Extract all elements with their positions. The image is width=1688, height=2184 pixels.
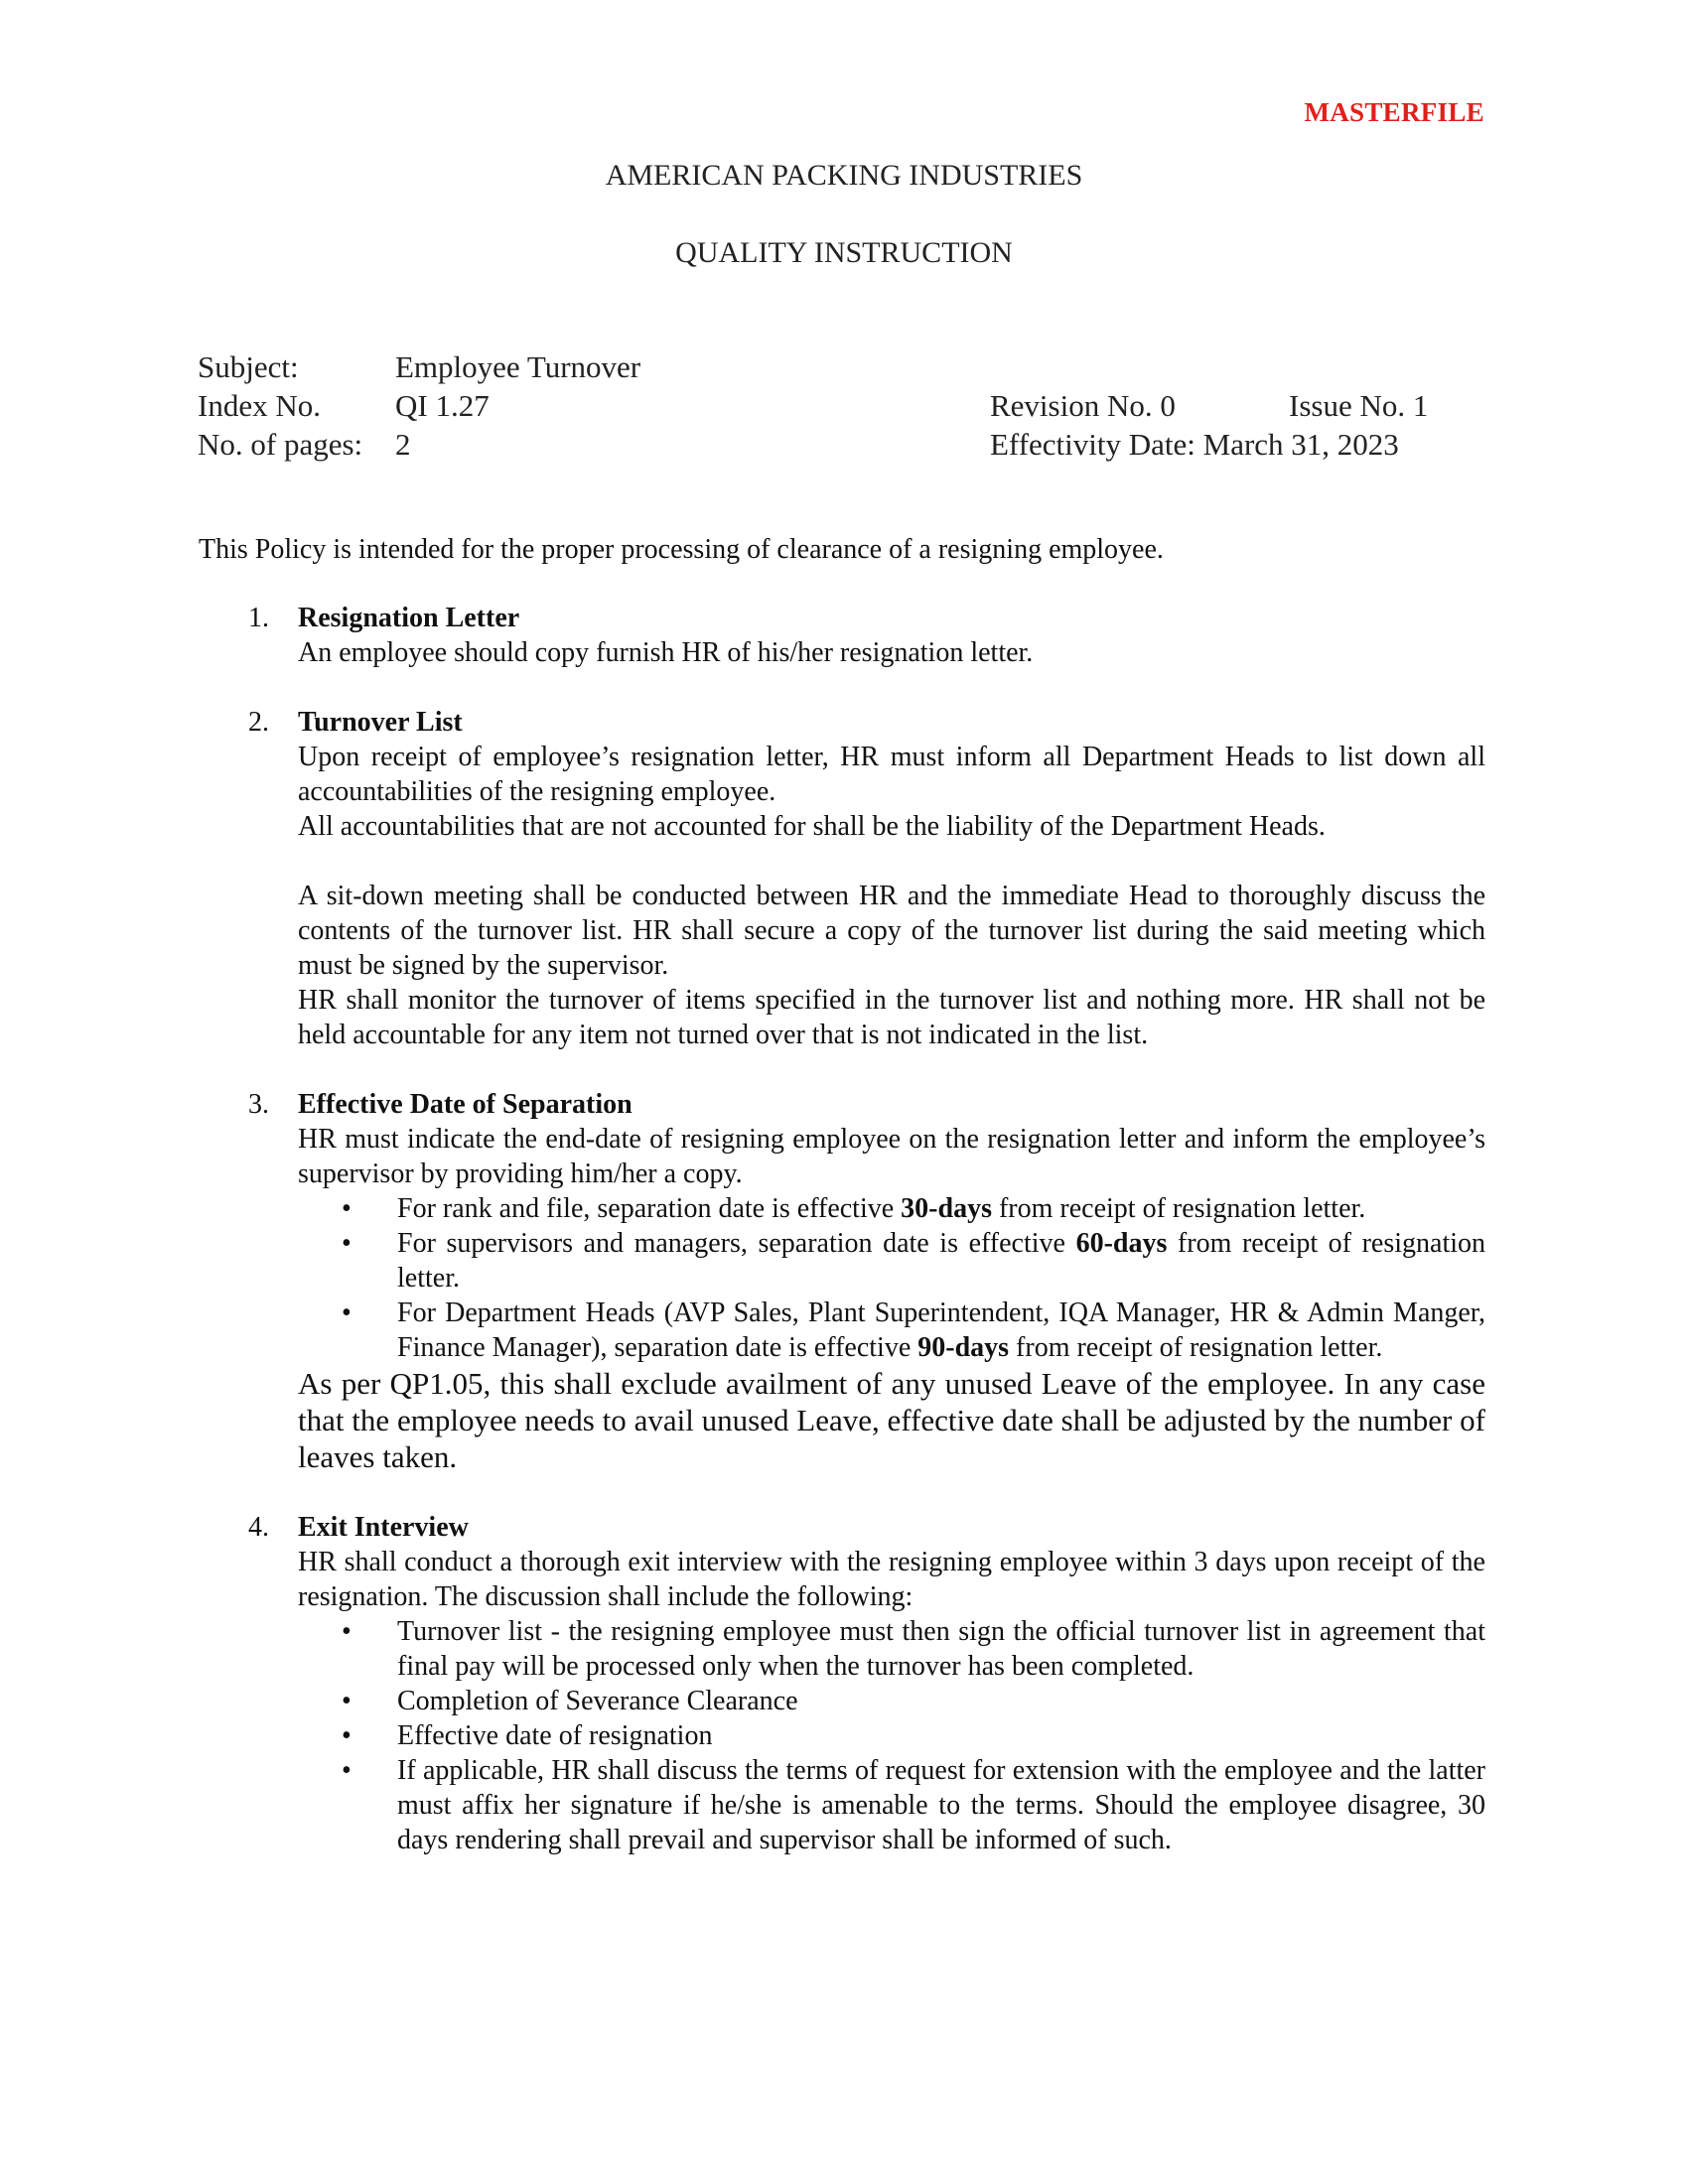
subject-value: Employee Turnover — [395, 349, 641, 384]
document-meta-right — [990, 386, 1428, 464]
list-item: • Effective date of resignation — [397, 1718, 1485, 1753]
section-number: 4. — [248, 1512, 269, 1543]
meta-revision-row — [990, 386, 1428, 425]
section-paragraph: HR must indicate the end-date of resigning employee on the resignation letter and inform the employee’s supervisor by providing him/her a copy. — [298, 1124, 1485, 1189]
section-turnover-list — [199, 705, 1485, 1052]
section-heading: Exit Interview — [298, 1512, 469, 1543]
section-resignation-letter — [199, 601, 1485, 670]
section-number: 2. — [248, 707, 269, 738]
section-heading: Turnover List — [298, 707, 463, 738]
section-paragraph: HR shall conduct a thorough exit interview with the resigning employee within 3 days upon receipt of the resignation. The discussion shall include the following: — [298, 1547, 1485, 1612]
issue-number: Issue No. 1 — [1289, 388, 1429, 423]
document-type: QUALITY INSTRUCTION — [675, 236, 1013, 269]
index-label: Index No. — [198, 388, 321, 423]
pages-value: 2 — [395, 427, 411, 462]
section-paragraph: A sit-down meeting shall be conducted between HR and the immediate Head to thoroughly discuss the contents of the turnover list. HR shall secure a copy of the turnover list during the said meeting which must be signed by the supervisor. — [298, 881, 1485, 981]
company-name: AMERICAN PACKING INDUSTRIES — [605, 159, 1083, 192]
revision-number: Revision No. 0 — [990, 388, 1176, 423]
bullet-list — [298, 1614, 1485, 1857]
section-paragraph: As per QP1.05, this shall exclude availment of any unused Leave of the employee. In any case that the employee needs to avail unused Leave, effective date shall be adjusted by the number of leaves taken. — [298, 1366, 1485, 1474]
meta-index-row — [198, 386, 640, 425]
section-paragraph: Upon receipt of employee’s resignation letter, HR must inform all Department Heads to list down all accountabilities of the resigning employee. — [298, 742, 1485, 807]
index-value: QI 1.27 — [395, 388, 490, 423]
document-meta-left — [198, 347, 640, 464]
list-item: • For supervisors and managers, separation date is effective 60-days from receipt of resignation letter. — [397, 1226, 1485, 1296]
list-item: • Completion of Severance Clearance — [397, 1684, 1485, 1718]
effectivity-date: Effectivity Date: March 31, 2023 — [990, 427, 1399, 462]
section-paragraph: All accountabilities that are not accounted for shall be the liability of the Department Heads. — [298, 811, 1326, 842]
meta-subject-row — [198, 347, 640, 386]
list-item: • For rank and file, separation date is effective 30-days from receipt of resignation letter. — [397, 1191, 1485, 1226]
section-paragraph: An employee should copy furnish HR of his/her resignation letter. — [298, 637, 1034, 668]
section-number: 1. — [248, 603, 269, 633]
pages-label: No. of pages: — [198, 427, 363, 462]
list-item: • If applicable, HR shall discuss the terms of request for extension with the employee and the latter must affix her signature if he/she is amenable to the terms. Should the employee disagree, 30 days rendering shall prevail and supervisor shall be informed of such. — [397, 1753, 1485, 1857]
policy-intro: This Policy is intended for the proper processing of clearance of a resigning employee. — [199, 534, 1164, 565]
section-heading: Effective Date of Separation — [298, 1089, 633, 1120]
section-exit-interview — [199, 1510, 1485, 1857]
section-effective-date — [199, 1087, 1485, 1475]
section-number: 3. — [248, 1089, 269, 1120]
meta-pages-row — [198, 425, 640, 464]
section-paragraph: HR shall monitor the turnover of items specified in the turnover list and nothing more. HR shall not be held accountable for any item not turned over that is not indicated in the list. — [298, 985, 1485, 1050]
subject-label: Subject: — [198, 349, 299, 384]
list-item: • Turnover list - the resigning employee must then sign the official turnover list in agreement that final pay will be processed only when the turnover has been completed. — [397, 1614, 1485, 1684]
policy-content — [199, 601, 1485, 1892]
list-item: • For Department Heads (AVP Sales, Plant Superintendent, IQA Manager, HR & Admin Manger, Finance Manager), separation date is effective 90-days from receipt of resignation letter. — [397, 1296, 1485, 1365]
section-heading: Resignation Letter — [298, 603, 520, 633]
masterfile-stamp: MASTERFILE — [1304, 97, 1484, 127]
meta-effectivity-row — [990, 425, 1428, 464]
bullet-list — [298, 1191, 1485, 1365]
